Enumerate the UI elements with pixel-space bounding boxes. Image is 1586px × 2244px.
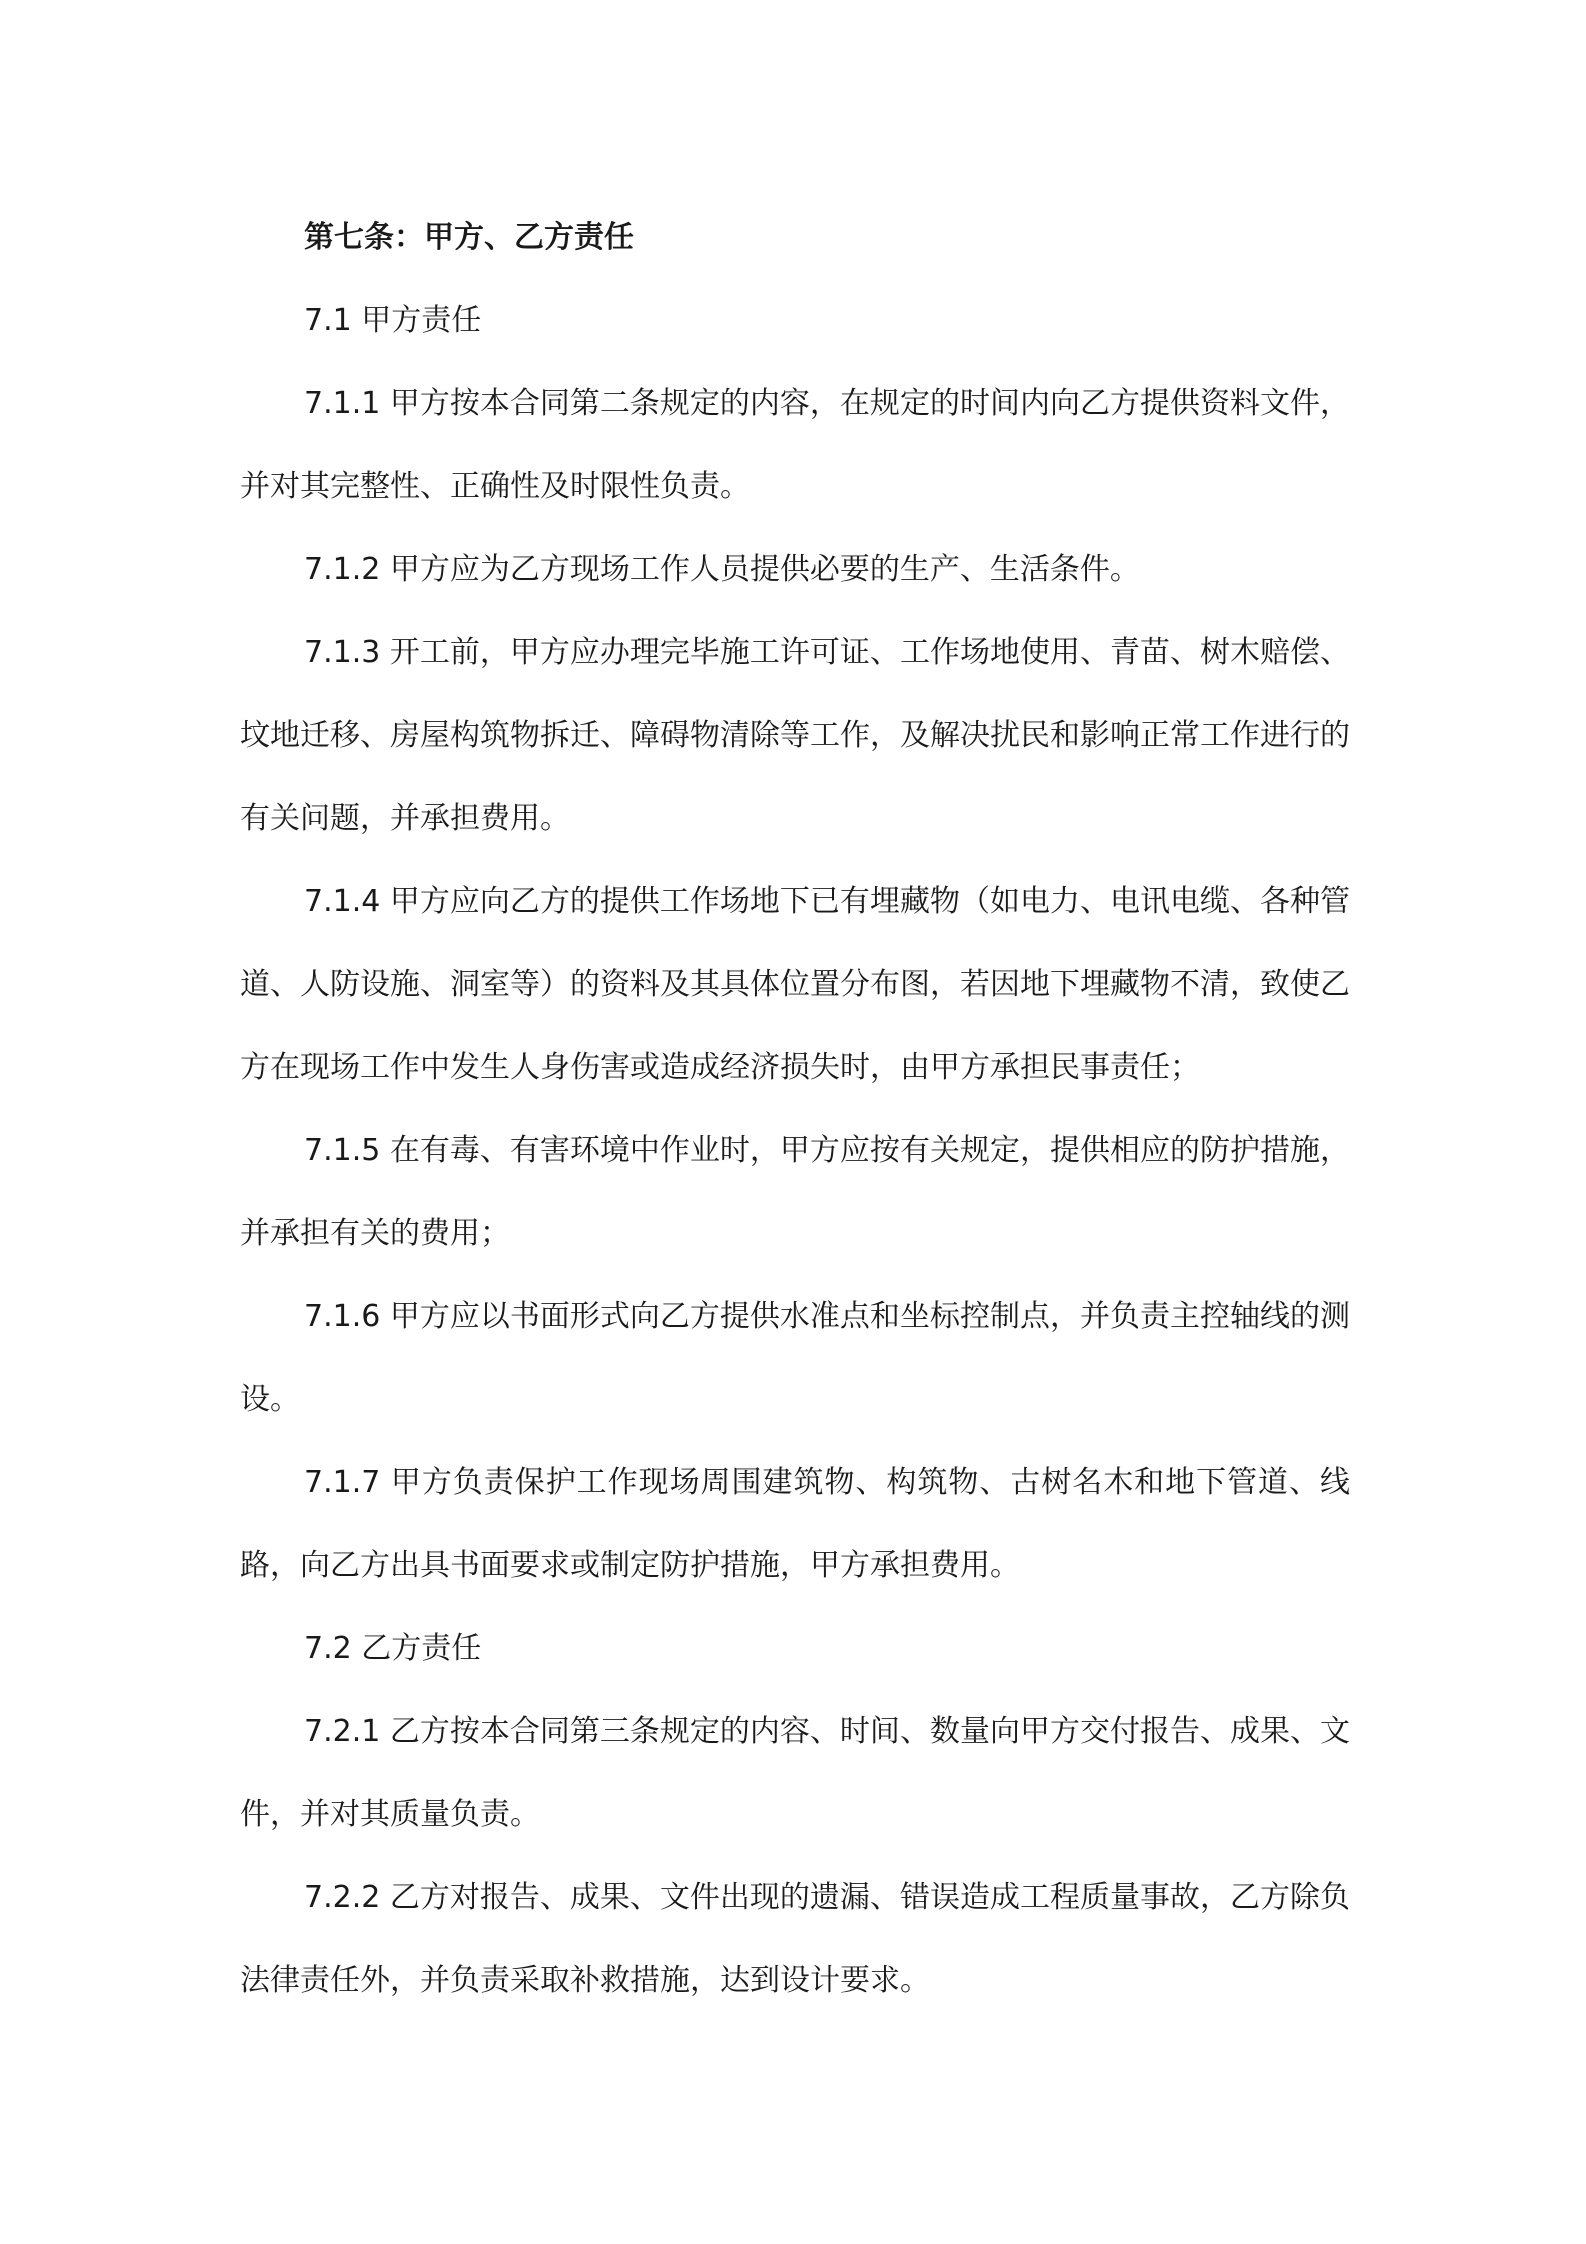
clause-7-1-5: 7.1.5 在有毒、有害环境中作业时，甲方应按有关规定，提供相应的防护措施，并承担有关的费用； — [240, 1133, 1350, 1251]
clause-7-1-3: 7.1.3 开工前，甲方应办理完毕施工许可证、工作场地使用、青苗、树木赔偿、坟地迁移、房屋构筑物拆迁、障碍物清除等工作，及解决扰民和影响正常工作进行的有关问题，并承担费用。 — [240, 635, 1350, 836]
clause-7-1-6: 7.1.6 甲方应以书面形式向乙方提供水准点和坐标控制点，并负责主控轴线的测设。 — [240, 1299, 1350, 1417]
section-heading-7-2: 7.2 乙方责任 — [304, 1631, 482, 1666]
section-heading-7-1: 7.1 甲方责任 — [304, 303, 482, 338]
document-body — [240, 196, 1350, 2022]
clause-7-1-2: 7.1.2 甲方应为乙方现场工作人员提供必要的生产、生活条件。 — [304, 552, 1140, 587]
clause-7-2-2: 7.2.2 乙方对报告、成果、文件出现的遗漏、错误造成工程质量事故，乙方除负法律责任外，并负责采取补救措施，达到设计要求。 — [240, 1880, 1350, 1998]
clause-7-2-1: 7.2.1 乙方按本合同第三条规定的内容、时间、数量向甲方交付报告、成果、文件，并对其质量负责。 — [240, 1714, 1350, 1832]
clause-7-1-7: 7.1.7 甲方负责保护工作现场周围建筑物、构筑物、古树名木和地下管道、线路，向乙方出具书面要求或制定防护措施，甲方承担费用。 — [240, 1465, 1350, 1583]
clause-7-1-4: 7.1.4 甲方应向乙方的提供工作场地下已有埋藏物（如电力、电讯电缆、各种管道、人防设施、洞室等）的资料及其具体位置分布图，若因地下埋藏物不清，致使乙方在现场工作中发生人身伤害或造成经济损失时，由甲方承担民事责任； — [240, 884, 1350, 1085]
clause-7-1-1: 7.1.1 甲方按本合同第二条规定的内容，在规定的时间内向乙方提供资料文件，并对其完整性、正确性及时限性负责。 — [240, 386, 1350, 504]
article-heading: 第七条：甲方、乙方责任 — [304, 220, 634, 255]
